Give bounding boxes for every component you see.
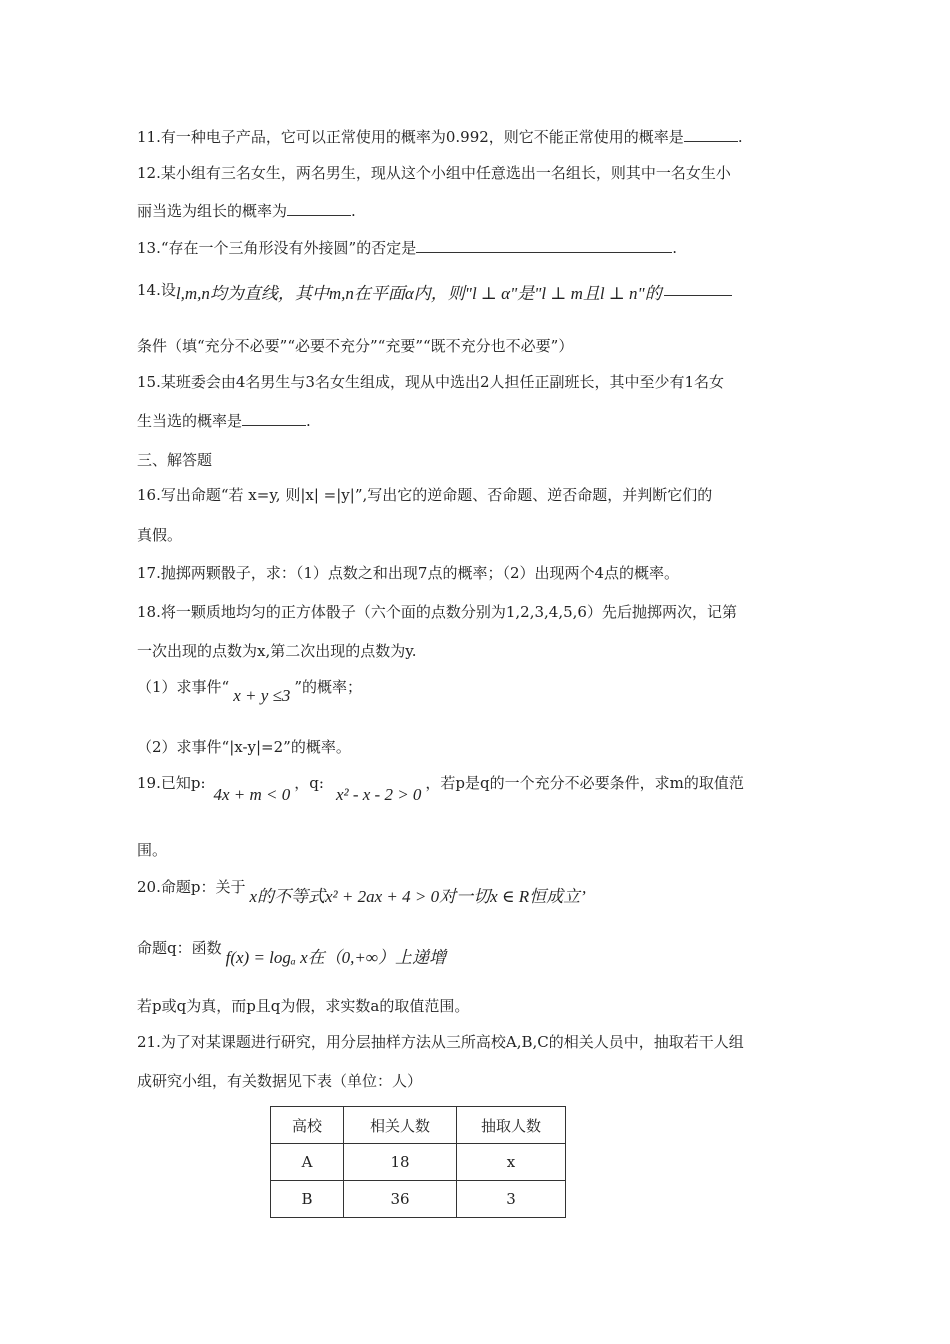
question-17: 17.抛掷两颗骰子，求：（1）点数之和出现7点的概率；（2）出现两个4点的概率。 [137, 564, 680, 582]
question-19-line2: 围。 [137, 841, 168, 859]
question-14-line1: 14.设l,m,n均为直线，其中m,n在平面α内，则"l ⊥ α"是"l ⊥ m且l ⊥ n"的 [137, 284, 732, 304]
table-header-row [271, 1107, 566, 1144]
math-expression: x² - x - 2 > 0 [335, 785, 422, 804]
math-expression: x + y ≤3 [233, 686, 291, 705]
question-18-part1: （1）求事件“ x + y ≤3 ”的概率； [137, 678, 363, 705]
question-18-part2: （2）求事件“|x-y|=2”的概率。 [137, 738, 351, 756]
question-16-line2: 真假。 [137, 526, 183, 544]
data-table [270, 1106, 566, 1218]
question-20-line2: 命题q：函数 f(x) = logₐ x在（0,+∞）上递增 [137, 939, 447, 967]
question-19-line1: 19.已知p:4x + m < 0，q:x² - x - 2 > 0，若p是q的一个充分不必要条件，求m的取值范 [137, 774, 744, 804]
question-20-line3: 若p或q为真，而p且q为假，求实数a的取值范围。 [137, 997, 470, 1015]
table-cell: A [271, 1144, 344, 1181]
question-15-line2: 生当选的概率是 . [137, 412, 311, 430]
answer-blank [242, 411, 306, 426]
table-header-cell: 高校 [271, 1107, 344, 1144]
table-cell: x [457, 1144, 566, 1181]
answer-blank [664, 295, 732, 296]
table-cell: 36 [344, 1181, 457, 1218]
table-row [271, 1144, 566, 1181]
answer-blank [684, 127, 738, 142]
answer-blank [416, 238, 672, 253]
math-expression: l,m,n均为直线，其中m,n在平面α内，则"l ⊥ α"是"l ⊥ m且l ⊥ n"的 [175, 284, 662, 303]
question-21-line2: 成研究小组，有关数据见下表（单位：人） [137, 1072, 423, 1090]
question-18-line2: 一次出现的点数为x,第二次出现的点数为y. [137, 642, 417, 660]
math-expression: f(x) = logₐ x在（0,+∞）上递增 [225, 948, 447, 967]
table-row [271, 1181, 566, 1218]
math-expression: 4x + m < 0 [213, 785, 291, 804]
question-16-line1: 16.写出命题“若 x=y, 则|x| =|y|”,写出它的逆命题、否命题、逆否命题，并判断它们的 [137, 486, 713, 504]
table-cell: B [271, 1181, 344, 1218]
table-cell: 18 [344, 1144, 457, 1181]
question-11: 11.有一种电子产品，它可以正常使用的概率为0.992，则它不能正常使用的概率是 . [137, 128, 743, 146]
question-14-line2: 条件（填“充分不必要”“必要不充分”“充要”“既不充分也不必要”） [137, 337, 574, 355]
question-18-line1: 18.将一颗质地均匀的正方体骰子（六个面的点数分别为1,2,3,4,5,6）先后抛掷两次，记第 [137, 603, 737, 621]
answer-blank [287, 201, 351, 216]
question-12-line1: 12.某小组有三名女生，两名男生，现从这个小组中任意选出一名组长，则其中一名女生小 [137, 164, 731, 182]
question-20-line1: 20.命题p：关于 x的不等式x² + 2ax + 4 > 0对一切x ∈ R恒成立’ [137, 878, 586, 906]
question-15-line1: 15.某班委会由4名男生与3名女生组成，现从中选出2人担任正副班长，其中至少有1名女 [137, 373, 725, 391]
table-cell: 3 [457, 1181, 566, 1218]
table-header-cell: 相关人数 [344, 1107, 457, 1144]
question-21-line1: 21.为了对某课题进行研究，用分层抽样方法从三所高校A,B,C的相关人员中，抽取若干人组 [137, 1033, 744, 1051]
question-13: 13.“存在一个三角形没有外接圆”的否定是 . [137, 239, 677, 257]
table-header-cell: 抽取人数 [457, 1107, 566, 1144]
section-heading: 三、解答题 [137, 451, 213, 469]
question-12-line2: 丽当选为组长的概率为 . [137, 202, 356, 220]
math-expression: x的不等式x² + 2ax + 4 > 0对一切x ∈ R恒成立’ [249, 887, 586, 906]
